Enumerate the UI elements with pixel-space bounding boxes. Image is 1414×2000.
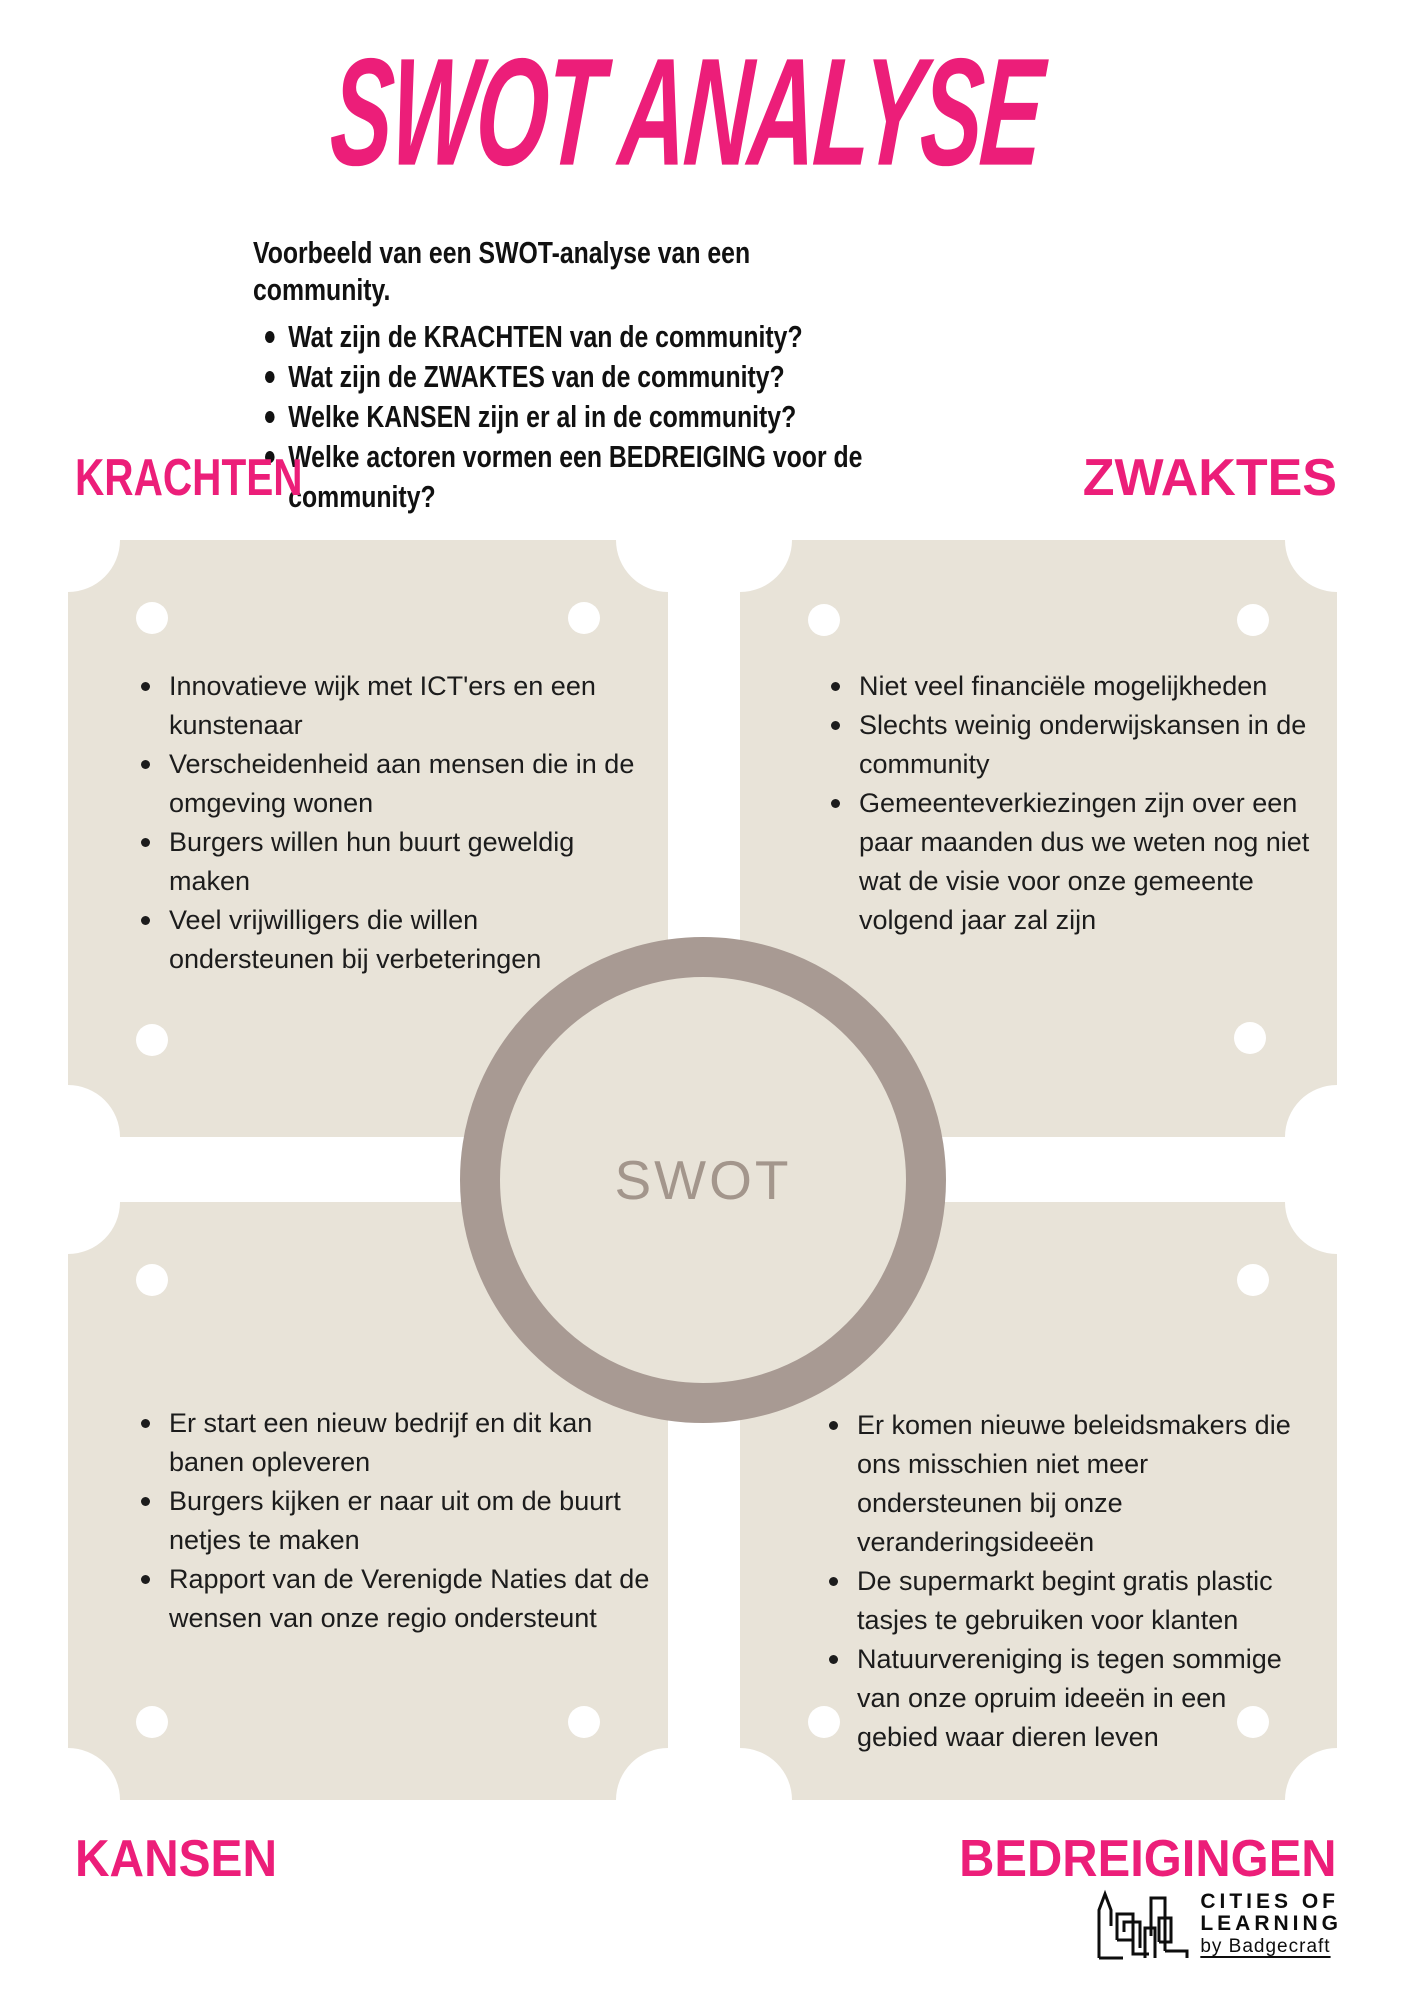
punch-hole-dot (1237, 604, 1269, 636)
punch-hole-dot (808, 604, 840, 636)
punch-hole-dot (1237, 1264, 1269, 1296)
punch-hole-dot (1234, 1022, 1266, 1054)
list-item: Rapport van de Verenigde Naties dat de wensen van onze regio ondersteunt (136, 1560, 664, 1638)
intro-question: Wat zijn de ZWAKTES van de community? (253, 357, 877, 397)
list-item: Natuurvereniging is tegen sommige van onze opruim ideeën in een gebied waar dieren leven (824, 1640, 1314, 1757)
bullet-dot-icon (829, 1655, 838, 1664)
intro-lead: Voorbeeld van een SWOT-analyse van een community. (253, 235, 751, 307)
bedreigingen-list (824, 1406, 1314, 1757)
zwaktes-list (826, 667, 1314, 940)
bullet-dot-icon (831, 721, 840, 730)
list-item: Verscheidenheid aan mensen die in de omgeving wonen (136, 745, 636, 823)
bullet-dot-icon (141, 682, 150, 691)
list-item: Er komen nieuwe beleidsmakers die ons misschien niet meer ondersteunen bij onze veranderingsideeën (824, 1406, 1314, 1562)
intro-question: Welke KANSEN zijn er al in de community? (253, 397, 877, 437)
city-skyline-icon (1093, 1888, 1193, 1960)
list-item: Gemeenteverkiezingen zijn over een paar maanden dus we weten nog niet wat de visie voor onze gemeente volgend jaar zal zijn (826, 784, 1314, 940)
logo-line-2: LEARNING (1200, 1912, 1342, 1935)
bullet-dot-icon (265, 331, 275, 343)
krachten-list (136, 667, 636, 979)
label-kansen: KANSEN (75, 1830, 278, 1888)
punch-hole-dot (136, 1024, 168, 1056)
bullet-dot-icon (141, 760, 150, 769)
label-zwaktes: ZWAKTES (1082, 449, 1337, 507)
list-item: Burgers kijken er naar uit om de buurt netjes te maken (136, 1482, 664, 1560)
punch-hole-dot (568, 1706, 600, 1738)
swot-center-circle (460, 937, 946, 1423)
bullet-dot-icon (831, 682, 840, 691)
list-item: De supermarkt begint gratis plastic tasjes te gebruiken voor klanten (824, 1562, 1314, 1640)
list-item: Burgers willen hun buurt geweldig maken (136, 823, 636, 901)
punch-hole-dot (568, 602, 600, 634)
logo-line-3: by Badgecraft (1200, 1936, 1331, 1957)
label-bedreigingen: BEDREIGINGEN (959, 1830, 1337, 1888)
bullet-dot-icon (141, 1419, 150, 1428)
intro-question: Welke actoren vormen een BEDREIGING voor de community? (253, 437, 877, 517)
punch-hole-dot (136, 1264, 168, 1296)
bullet-dot-icon (829, 1421, 838, 1430)
logo-line-1: CITIES OF (1200, 1890, 1340, 1913)
bullet-dot-icon (265, 411, 275, 423)
logo-text (1200, 1888, 1342, 1959)
bullet-dot-icon (831, 799, 840, 808)
punch-hole-dot (136, 602, 168, 634)
cities-of-learning-logo (1093, 1888, 1342, 1960)
list-item: Innovatieve wijk met ICT'ers en een kunstenaar (136, 667, 636, 745)
intro-block (253, 234, 877, 517)
label-krachten: KRACHTEN (75, 449, 303, 507)
kansen-list (136, 1404, 664, 1638)
bullet-dot-icon (141, 1497, 150, 1506)
bullet-dot-icon (141, 838, 150, 847)
list-item: Slechts weinig onderwijskansen in de community (826, 706, 1314, 784)
bullet-dot-icon (141, 1575, 150, 1584)
bullet-dot-icon (829, 1577, 838, 1586)
list-item: Er start een nieuw bedrijf en dit kan banen opleveren (136, 1404, 664, 1482)
page-title: SWOT ANALYSE (326, 25, 1047, 198)
bullet-dot-icon (141, 916, 150, 925)
bullet-dot-icon (265, 371, 275, 383)
intro-questions (253, 317, 877, 517)
punch-hole-dot (136, 1706, 168, 1738)
intro-question: Wat zijn de KRACHTEN van de community? (253, 317, 877, 357)
list-item: Veel vrijwilligers die willen ondersteunen bij verbeteringen (136, 901, 636, 979)
swot-center-label: SWOT (614, 1149, 792, 1211)
list-item: Niet veel financiële mogelijkheden (826, 667, 1314, 706)
